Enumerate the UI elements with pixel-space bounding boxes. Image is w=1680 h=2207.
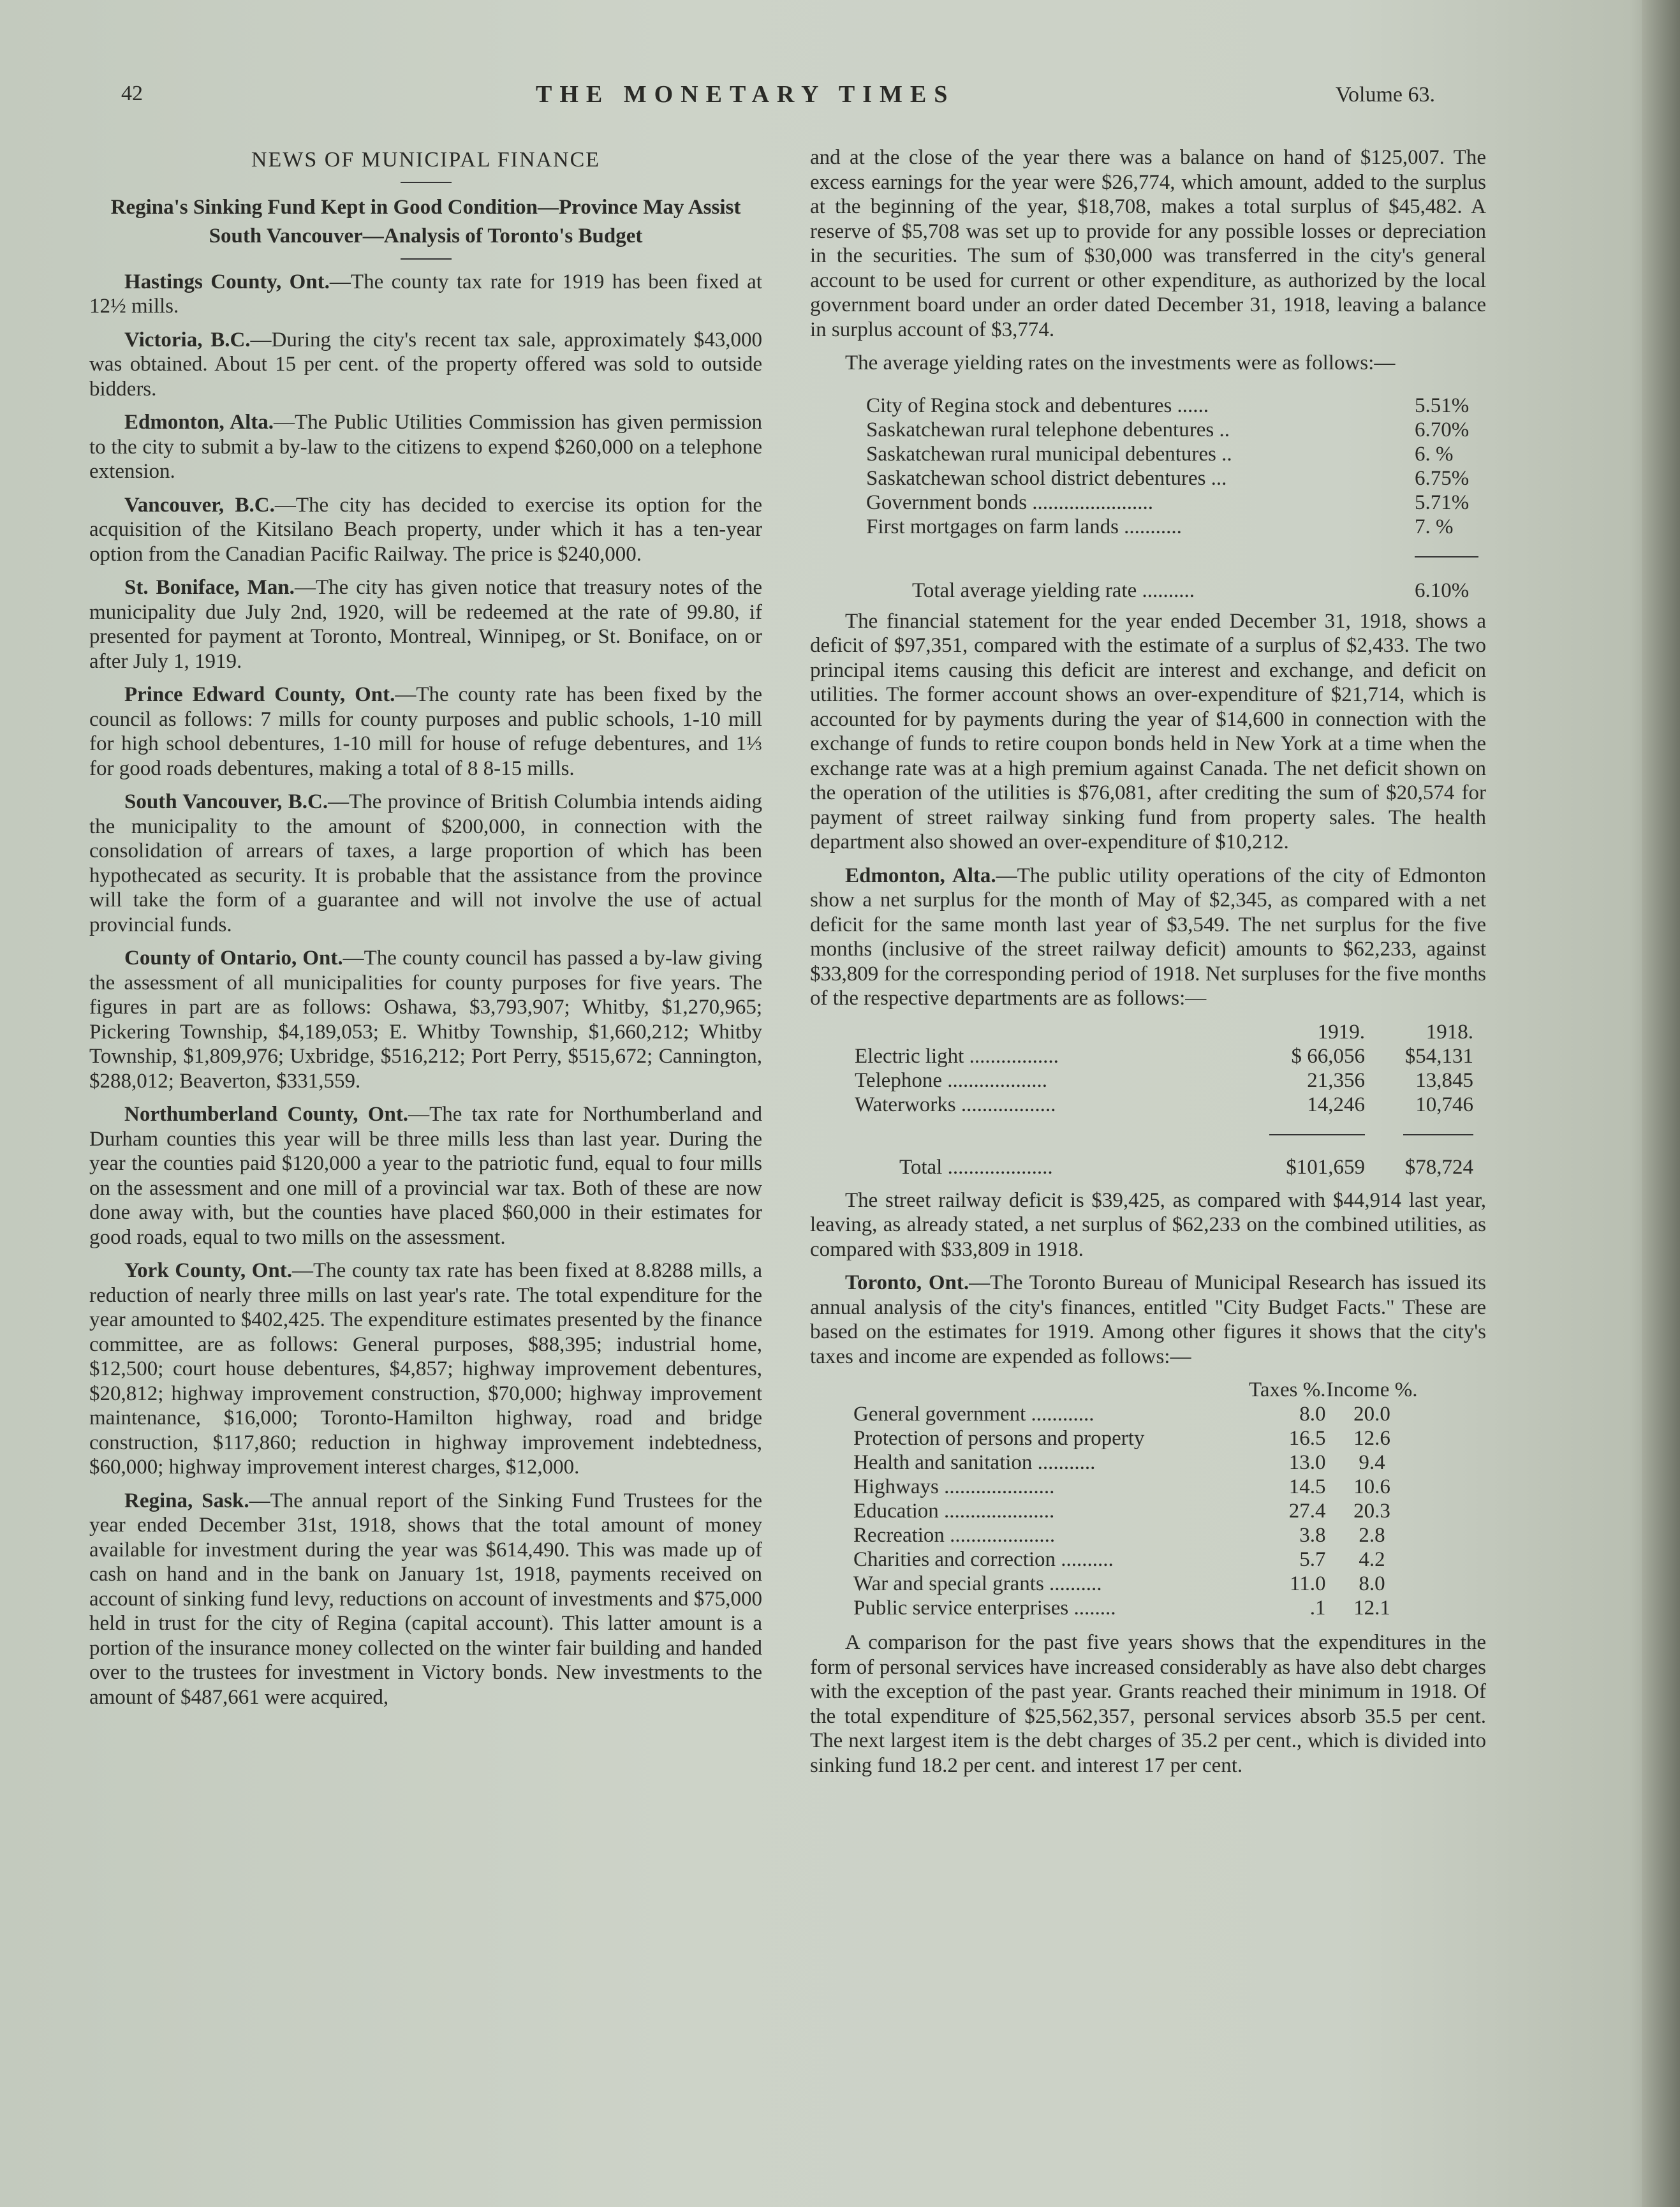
table-row	[866, 442, 1478, 466]
paragraph	[810, 864, 1486, 1011]
divider	[1269, 1134, 1365, 1135]
utility-1919: $ 66,056	[1291, 1044, 1365, 1068]
investment-rate: 6.70%	[1415, 418, 1470, 441]
budget-income: 12.6	[1353, 1427, 1390, 1450]
place-lead: Victoria, B.C.	[124, 328, 251, 351]
place-lead: Prince Edward County, Ont.	[124, 683, 395, 706]
news-item	[89, 683, 762, 781]
table-row	[866, 418, 1478, 442]
item-text: —The Toronto Bureau of Municipal Research has issued its annual analysis of the city's finances, entitled "City Budget Facts." These are based on the estimates for 1919. Among other figures it shows that the city's taxes and income are expended as follows:—	[810, 1271, 1486, 1368]
table-row	[853, 1402, 1418, 1426]
table-row	[853, 1426, 1418, 1450]
budget-taxes: 16.5	[1288, 1427, 1326, 1450]
column-header: Taxes %.	[1249, 1378, 1326, 1401]
utility-1918: $54,131	[1404, 1044, 1473, 1068]
news-item	[89, 1259, 762, 1480]
paragraph: The average yielding rates on the investments were as follows:—	[845, 351, 1396, 374]
utility-label: Telephone ...................	[855, 1068, 1047, 1092]
item-text: —The city has decided to exercise its option for the acquisition of the Kitsilano Beach property, under which it has a ten-year option from the Canadian Pacific Railway. The price is $240,000.	[89, 493, 762, 566]
item-text: —The tax rate for Northumberland and Durham counties this year will be three mills less than last year. During the year the counties paid $120,000 a year to the patriotic fund, equal to four mills on the assessment and one mill of a provincial war tax. Both of these are now done away with, but the counties have placed $60,000 in their estimates for good roads, equal to two mills on the assessment.	[89, 1103, 762, 1249]
table-row	[853, 1523, 1418, 1547]
news-item	[89, 1489, 762, 1710]
budget-label: Protection of persons and property	[853, 1427, 1145, 1450]
news-items	[89, 270, 762, 1710]
news-item	[89, 493, 762, 567]
place-lead: York County, Ont.	[124, 1259, 292, 1282]
investment-label: City of Regina stock and debentures ......	[866, 394, 1209, 417]
budget-taxes: 13.0	[1288, 1451, 1326, 1474]
budget-label: General government ............	[853, 1403, 1094, 1426]
left-column	[89, 145, 762, 1718]
page-edge	[1642, 0, 1680, 2207]
table-row	[855, 1117, 1473, 1141]
investment-rate: 6. %	[1415, 442, 1454, 466]
volume-label: Volume 63.	[1335, 83, 1435, 107]
news-item	[89, 410, 762, 484]
total-row	[866, 563, 1478, 603]
total-row	[855, 1141, 1473, 1179]
item-text: —The annual report of the Sinking Fund Trustees for the year ended December 31st, 1918, shows that the total amount of money available for investment during the year was $614,490. This was made up of cash on hand and in the bank on January 1st, 1918, payments received on account of sinking fund levy, reductions on account of investments and $75,000 held in trust for the city of Regina (capital account). This latter amount is a portion of the insurance money collected on the winter fair building and handed over to the trustees for investment in Victory bonds. New investments to the amount of $487,661 were acquired,	[89, 1489, 762, 1709]
budget-label: Education .....................	[853, 1500, 1055, 1523]
table-header	[855, 1020, 1473, 1044]
table-row	[855, 1068, 1473, 1093]
divider	[1415, 556, 1478, 557]
news-item	[89, 1102, 762, 1250]
budget-income: 12.1	[1353, 1597, 1390, 1620]
news-item	[89, 575, 762, 674]
budget-label: Public service enterprises ........	[853, 1597, 1116, 1620]
budget-taxes: 11.0	[1289, 1572, 1326, 1595]
table-row	[866, 394, 1478, 418]
item-text: —The city has given notice that treasury notes of the municipality due July 2nd, 1920, will be redeemed at the rate of 99.80, if presented for payment at Toronto, Montreal, Winnipeg, or St. Boniface, on or after July 1, 1919.	[89, 576, 762, 673]
place-lead: County of Ontario, Ont.	[124, 947, 343, 970]
total-value: $78,724	[1404, 1155, 1473, 1179]
table-row	[866, 466, 1478, 491]
subheadline: Regina's Sinking Fund Kept in Good Condition—Province May Assist South Vancouver—Analysis of Toronto's Budget	[110, 195, 741, 247]
utilities-table	[855, 1020, 1473, 1179]
total-label: Total average yielding rate ..........	[912, 579, 1195, 602]
budget-taxes: 14.5	[1288, 1475, 1326, 1498]
right-column	[810, 145, 1486, 1787]
table-row	[853, 1475, 1418, 1499]
page-header	[121, 82, 1461, 120]
place-lead: Edmonton, Alta.	[124, 411, 274, 434]
investment-label: Saskatchewan rural telephone debentures ..	[866, 418, 1230, 441]
table-row	[866, 539, 1478, 563]
utility-label: Waterworks ..................	[855, 1093, 1056, 1116]
place-lead: Edmonton, Alta.	[845, 864, 996, 887]
news-item	[89, 790, 762, 937]
table-row	[866, 491, 1478, 515]
budget-taxes: 3.8	[1299, 1524, 1326, 1547]
table-row	[855, 1093, 1473, 1117]
divider	[401, 182, 452, 183]
table-row	[855, 1044, 1473, 1068]
budget-taxes: 8.0	[1299, 1403, 1326, 1426]
utility-1919: 14,246	[1307, 1093, 1365, 1116]
budget-table	[853, 1378, 1418, 1620]
table-row	[853, 1596, 1418, 1620]
table-row	[853, 1499, 1418, 1523]
news-item	[89, 946, 762, 1093]
place-lead: Northumberland County, Ont.	[124, 1103, 409, 1126]
item-text: —The province of British Columbia intends aiding the municipality to the amount of $200,000, in connection with the consolidation of arrears of taxes, a large proportion of which has been hypothecated as security. It is probable that the assistance from the province will take the form of a guarantee and will not involve the use of actual provincial funds.	[89, 790, 762, 936]
paragraph: and at the close of the year there was a balance on hand of $125,007. The excess earnings for the year were $26,774, which amount, added to the surplus at the beginning of the year, $18,708, makes a total surplus of $45,482. A reserve of $5,708 was set up to provide for any possible losses or depreciation in the securities. The sum of $30,000 was transferred in the city's general account to be used for current or other expenditure, as authorized by the local government board under an order dated December 31, 1918, leaving a balance in surplus account of $3,774.	[810, 146, 1486, 341]
place-lead: Vancouver, B.C.	[124, 493, 275, 517]
section-title: NEWS OF MUNICIPAL FINANCE	[251, 148, 601, 172]
item-text: —During the city's recent tax sale, approximately $43,000 was obtained. About 15 per cent. of the property offered was sold to outside bidders.	[89, 328, 762, 401]
utility-1918: 13,845	[1415, 1068, 1473, 1092]
table-row	[853, 1450, 1418, 1475]
investment-label: Government bonds .......................	[866, 491, 1154, 514]
paragraph: The financial statement for the year ended December 31, 1918, shows a deficit of $97,351, compared with the estimate of a surplus of $2,433. The two principal items causing this deficit are interest and exchange, and deficit on utilities. The former account shows an over-expenditure of $21,714, which is accounted for by payments during the year of $14,600 in connection with the exchange of funds to retire coupon bonds held in New York at a time when the exchange rate was at a high premium against Canada. The net deficit shown on the operation of the utilities is $76,081, after crediting the sum of $20,574 for payment of street railway sinking fund from property sales. The health department also showed an over-expenditure of $10,212.	[810, 609, 1486, 853]
place-lead: Hastings County, Ont.	[124, 270, 330, 293]
investment-label: Saskatchewan school district debentures ...	[866, 466, 1227, 490]
utility-1919: 21,356	[1307, 1068, 1365, 1092]
place-lead: Regina, Sask.	[124, 1489, 249, 1512]
item-text: —The county tax rate for 1919 has been fixed at 12½ mills.	[89, 270, 762, 318]
divider	[1403, 1134, 1473, 1135]
news-item	[89, 328, 762, 402]
table-row	[853, 1572, 1418, 1596]
budget-taxes: 5.7	[1299, 1548, 1326, 1571]
total-rate: 6.10%	[1415, 579, 1470, 602]
news-item	[89, 270, 762, 319]
item-text: —The county tax rate has been fixed at 8.8288 mills, a reduction of nearly three mills on last year's rate. The total expenditure for the year amounted to $402,425. The expenditure estimates presented by the finance committee, are as follows: General purposes, $88,395; industrial home, $12,500; court house debentures, $4,857; highway improvement debentures, $20,812; highway improvement construction, $70,000; highway improvement maintenance, $16,000; Toronto-Hamilton highway, road and bridge construction, $117,860; reduction in highway improvement indebtedness, $60,000; highway improvement interest charges, $12,000.	[89, 1259, 762, 1479]
budget-income: 2.8	[1359, 1524, 1385, 1547]
investment-rate: 5.51%	[1415, 394, 1470, 417]
item-text: —The county rate has been fixed by the council as follows: 7 mills for county purposes and public schools, 1-10 mill for high school debentures, 1-10 mill for house of refuge debentures, and 1⅓ for good roads debentures, making a total of 8 8-15 mills.	[89, 683, 762, 780]
investment-label: Saskatchewan rural municipal debentures ..	[866, 442, 1232, 466]
budget-income: 20.0	[1353, 1403, 1390, 1426]
budget-label: Highways .....................	[853, 1475, 1055, 1498]
budget-income: 4.2	[1359, 1548, 1385, 1571]
column-header: 1919.	[1317, 1020, 1365, 1044]
investment-rate: 5.71%	[1415, 491, 1470, 514]
investment-label: First mortgages on farm lands ...........	[866, 515, 1182, 538]
budget-label: Recreation ....................	[853, 1524, 1056, 1547]
page-number: 42	[121, 82, 143, 105]
paragraph: The street railway deficit is $39,425, as compared with $44,914 last year, leaving, as already stated, a net surplus of $62,233 on the combined utilities, as compared with $33,809 in 1918.	[810, 1188, 1486, 1261]
place-lead: Toronto, Ont.	[845, 1271, 969, 1294]
budget-income: 8.0	[1359, 1572, 1385, 1595]
column-header: 1918.	[1426, 1020, 1473, 1044]
paragraph: A comparison for the past five years shows that the expenditures in the form of personal services have increased considerably as have also debt charges with the exception of the past year. Grants reached their minimum in 1918. Of the total expenditure of $25,562,357, personal services absorb 35.5 per cent. The next largest item is the debt charges of 35.2 per cent., which is divided into sinking fund 18.2 per cent. and interest 17 per cent.	[810, 1631, 1486, 1777]
place-lead: St. Boniface, Man.	[124, 576, 295, 599]
budget-income: 9.4	[1359, 1451, 1385, 1474]
budget-taxes: .1	[1309, 1597, 1326, 1620]
budget-income: 20.3	[1353, 1500, 1390, 1523]
item-text: —The Public Utilities Commission has given permission to the city to submit a by-law to the citizens to expend $260,000 on a telephone extension.	[89, 411, 762, 483]
table-row	[853, 1547, 1418, 1572]
budget-label: War and special grants ..........	[853, 1572, 1102, 1595]
budget-income: 10.6	[1353, 1475, 1390, 1498]
masthead: THE MONETARY TIMES	[536, 81, 955, 108]
table-row	[866, 515, 1478, 539]
place-lead: South Vancouver, B.C.	[124, 790, 328, 813]
divider	[401, 258, 452, 260]
total-value: $101,659	[1286, 1155, 1365, 1179]
table-header	[853, 1378, 1418, 1402]
item-text: —The public utility operations of the city of Edmonton show a net surplus for the month of May of $2,345, as compared with a net deficit for the same month last year of $3,549. The net surplus for the five months (inclusive of the street railway deficit) amounts to $62,233, against $33,809 for the corresponding period of 1918. Net surpluses for the five months of the respective departments are as follows:—	[810, 864, 1487, 1010]
utility-label: Electric light .................	[855, 1044, 1059, 1068]
investment-rates-table	[866, 394, 1478, 603]
investment-rate: 6.75%	[1415, 466, 1470, 490]
item-text: —The county council has passed a by-law giving the assessment of all municipalities for county purposes for five years. The figures in part are as follows: Oshawa, $3,793,907; Whitby, $1,270,965; Pickering Township, $4,189,053; E. Whitby Township, $1,660,212; Whitby Township, $1,809,976; Uxbridge, $516,212; Port Perry, $515,672; Cannington, $288,012; Beaverton, $331,559.	[89, 947, 762, 1093]
budget-taxes: 27.4	[1288, 1500, 1326, 1523]
utility-1918: 10,746	[1415, 1093, 1473, 1116]
total-label: Total ....................	[899, 1155, 1053, 1179]
paragraph	[810, 1271, 1486, 1369]
investment-rate: 7. %	[1415, 515, 1454, 538]
budget-label: Health and sanitation ...........	[853, 1451, 1096, 1474]
column-header: Income %.	[1326, 1378, 1418, 1401]
budget-label: Charities and correction ..........	[853, 1548, 1114, 1571]
